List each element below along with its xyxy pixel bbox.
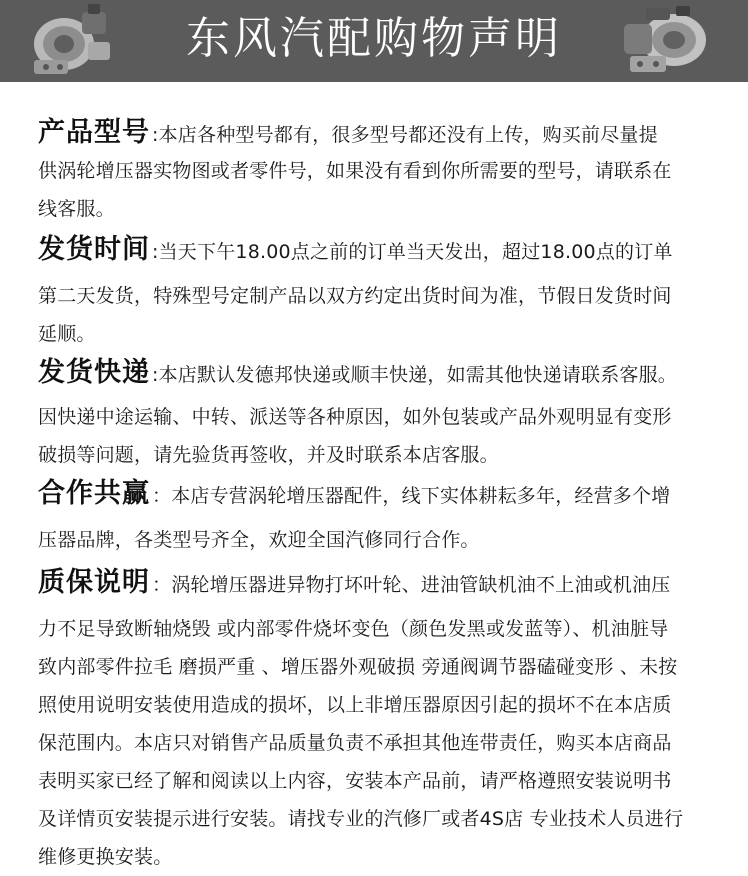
section-cooperation: [38, 475, 718, 559]
section-text-line: 压器品牌，各类型号齐全，欢迎全国汽修同行合作。: [38, 529, 480, 551]
section-courier: [38, 354, 718, 474]
section-heading: 产品型号: [38, 117, 150, 148]
section-text-line: 表明买家已经了解和阅读以上内容，安装本产品前，请严格遵照安装说明书: [38, 770, 672, 792]
section-text-line: 第二天发货，特殊型号定制产品以双方约定出货时间为准，节假日发货时间: [38, 285, 672, 307]
section-text: 本店专营涡轮增压器配件，线下实体耕耘多年，经营多个增: [171, 485, 671, 507]
heading-separator: :: [152, 124, 159, 146]
page-title: 东风汽配购物声明: [186, 13, 562, 64]
heading-separator: :: [152, 364, 159, 386]
section-text-line: 致内部零件拉毛 磨损严重 、增压器外观破损 旁通阀调节器磕碰变形 、未按: [38, 656, 678, 678]
section-text-line: 保范围内。本店只对销售产品质量负责不承担其他连带责任，购买本店商品: [38, 732, 672, 754]
section-text: 涡轮增压器进异物打坏叶轮、进油管缺机油不上油或机油压: [171, 574, 671, 596]
section-heading: 发货快递: [38, 357, 150, 388]
section-text-line: 维修更换安装。: [38, 846, 173, 868]
section-text-line: 照使用说明安装使用造成的损坏，以上非增压器原因引起的损坏不在本店质: [38, 694, 672, 716]
section-text: 本店各种型号都有，很多型号都还没有上传，购买前尽量提: [158, 124, 658, 146]
heading-separator: ：: [152, 485, 172, 507]
section-shipping-time: [38, 231, 718, 353]
section-first-line: [38, 564, 718, 602]
section-text: 本店默认发德邦快递或顺丰快递，如需其他快递请联系客服。: [158, 364, 678, 386]
section-text-line: 延顺。: [38, 323, 96, 345]
section-text-line: 破损等问题，请先验货再签收，并及时联系本店客服。: [38, 444, 499, 466]
header-banner: [0, 0, 748, 82]
section-text-line: 供涡轮增压器实物图或者零件号，如果没有看到你所需要的型号，请联系在: [38, 160, 672, 182]
section-warranty: [38, 564, 718, 876]
section-first-line: [38, 475, 718, 513]
section-text-line: 及详情页安装提示进行安装。请找专业的汽修厂或者4S店 专业技术人员进行: [38, 808, 684, 830]
section-text-line: 因快递中途运输、中转、派送等各种原因，如外包装或产品外观明显有变形: [38, 406, 672, 428]
section-text-line: 线客服。: [38, 198, 115, 220]
section-first-line: [38, 231, 718, 269]
section-product-model: [38, 114, 718, 228]
section-heading: 合作共赢: [38, 478, 150, 509]
turbocharger-image-right: [616, 4, 716, 78]
section-first-line: [38, 114, 718, 152]
heading-separator: ：: [152, 574, 172, 596]
section-first-line: [38, 354, 718, 392]
heading-separator: :: [152, 241, 159, 263]
section-text: 当天下午18.00点之前的订单当天发出，超过18.00点的订单: [158, 241, 673, 263]
section-text-line: 力不足导致断轴烧毁 或内部零件烧坏变色（颜色发黑或发蓝等）、机油脏导: [38, 618, 669, 640]
section-heading: 质保说明: [38, 567, 150, 598]
section-heading: 发货时间: [38, 234, 150, 265]
